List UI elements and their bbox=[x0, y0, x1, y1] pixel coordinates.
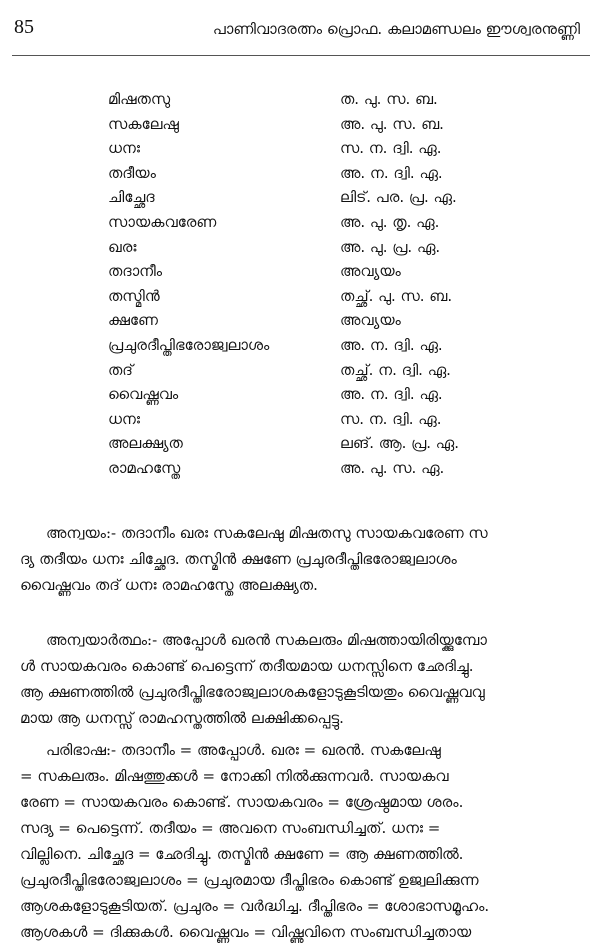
glossary-row bbox=[108, 262, 548, 287]
anvayartham-paragraph bbox=[20, 627, 580, 731]
glossary-word: തദാനീം bbox=[108, 262, 163, 281]
running-title: പാണിവാദരത്നം പ്രൊഫ. കലാമണ്ഡലം ഈശ്വരനുണ്ണി bbox=[212, 20, 580, 38]
grammar-tag: അ. ന. ദ്വി. ഏ. bbox=[340, 163, 443, 182]
paragraph-line: ദ്യ തദീയം ധനഃ ചിച്ഛേദ. തസ്മിൻ ക്ഷണേ പ്രചുരദീപ്തിഭരോജ്വലാശം bbox=[20, 550, 457, 568]
paragraph-line: = സകലരും. മിഷത്തുക്കൾ = നോക്കി നിൽക്കുന്നവർ. സായകവ bbox=[20, 767, 449, 785]
paragraph-line: പ്രചുരദീപ്തിഭരോജ്വലാശം = പ്രചുരമായ ദീപ്തിഭരം കൊണ്ട് ഉജ്വലിക്കുന്ന bbox=[20, 871, 479, 889]
glossary-word: രാമഹസ്തേ bbox=[108, 458, 181, 477]
glossary-word: ഖരഃ bbox=[108, 237, 137, 256]
paragraph-line: അന്വയം:- തദാനീം ഖരഃ സകലേഷു മിഷതസു സായകവരേണ സ bbox=[46, 524, 488, 542]
glossary-row bbox=[108, 336, 548, 361]
grammar-tag: അ. പു. സ. ഏ. bbox=[340, 458, 445, 477]
glossary-row bbox=[108, 385, 548, 410]
glossary-word: തദീയം bbox=[108, 163, 156, 182]
glossary-row bbox=[108, 410, 548, 435]
grammar-tag: അ. പു. തൃ. ഏ. bbox=[340, 212, 440, 231]
glossary-word: ക്ഷണേ bbox=[108, 311, 158, 330]
glossary-row bbox=[108, 434, 548, 459]
grammar-tag: അവ്യയം bbox=[340, 311, 401, 330]
grammar-tag: ലിട്. പര. പ്ര. ഏ. bbox=[340, 188, 457, 207]
glossary-word: മിഷതസു bbox=[108, 90, 171, 108]
glossary-word: ധനഃ bbox=[108, 139, 140, 158]
glossary-word: സായകവരേണ bbox=[108, 212, 217, 231]
glossary-row bbox=[108, 459, 548, 484]
glossary-word: തസ്മിൻ bbox=[108, 286, 160, 305]
glossary-table bbox=[108, 90, 548, 484]
grammar-tag: അ. പു. സ. ബ. bbox=[340, 114, 444, 133]
glossary-word: സകലേഷു bbox=[108, 114, 179, 133]
glossary-word: ധനഃ bbox=[108, 409, 140, 428]
grammar-tag: തച്ഛ്. പു. സ. ബ. bbox=[340, 286, 453, 305]
anvayam-paragraph bbox=[20, 520, 580, 598]
glossary-row bbox=[108, 213, 548, 238]
glossary-word: തദ് bbox=[108, 360, 133, 379]
paragraph-line: മായ ആ ധനസ്സ് രാമഹസ്തത്തിൽ ലക്ഷിക്കപ്പെട്ടു. bbox=[20, 709, 344, 727]
glossary-row bbox=[108, 361, 548, 386]
paribhasha-paragraph bbox=[20, 737, 580, 945]
glossary-row bbox=[108, 90, 548, 115]
glossary-word: ചിച്ഛേദ bbox=[108, 188, 155, 207]
glossary-word: പ്രചുരദീപ്തിഭരോജ്വലാശം bbox=[108, 335, 270, 354]
glossary-row bbox=[108, 164, 548, 189]
paragraph-line: രേണ = സായകവരം കൊണ്ട്. സായകവരം = ശ്രേഷ്ഠമായ ശരം. bbox=[20, 793, 464, 811]
grammar-tag: സ. ന. ദ്വി. ഏ. bbox=[340, 409, 442, 428]
glossary-row bbox=[108, 188, 548, 213]
glossary-row bbox=[108, 139, 548, 164]
paragraph-line: ൾ സായകവരം കൊണ്ട് പെട്ടെന്ന് തദീയമായ ധനസ്സിനെ ഛേദിച്ചു. bbox=[20, 657, 474, 675]
glossary-row bbox=[108, 311, 548, 336]
grammar-tag: അ. ന. ദ്വി. ഏ. bbox=[340, 385, 443, 404]
page-number: 85 bbox=[14, 16, 34, 38]
header-rule bbox=[12, 55, 590, 56]
grammar-tag: ത. പു. സ. ബ. bbox=[340, 90, 438, 108]
paragraph-line: ആശകളോടുകൂടിയത്. പ്രചുരം = വർദ്ധിച്ച. ദീപ്തിഭരം = ശോഭാസമൂഹം. bbox=[20, 897, 490, 915]
grammar-tag: തച്ഛ്. ന. ദ്വി. ഏ. bbox=[340, 360, 451, 379]
grammar-tag: അ. പു. പ്ര. ഏ. bbox=[340, 237, 441, 256]
glossary-row bbox=[108, 238, 548, 263]
paragraph-line: പരിഭാഷ:- തദാനീം = അപ്പോൾ. ഖരഃ = ഖരൻ. സകലേഷു bbox=[46, 741, 441, 759]
glossary-row bbox=[108, 287, 548, 312]
paragraph-line: വൈഷ്ണവം തദ് ധനഃ രാമഹസ്തേ അലക്ഷ്യത. bbox=[20, 576, 318, 594]
paragraph-line: ആശകൾ = ദിക്കുകൾ. വൈഷ്ണവം = വിഷ്ണുവിനെ സംബന്ധിച്ചതായ bbox=[20, 923, 472, 941]
paragraph-line: വില്ലിനെ. ചിച്ഛേദ = ഛേദിച്ചു. തസ്മിൻ ക്ഷണേ = ആ ക്ഷണത്തിൽ. bbox=[20, 845, 464, 863]
paragraph-line: അന്വയാർത്ഥം:- അപ്പോൾ ഖരൻ സകലരും മിഷത്തായിരിയ്ക്കുമ്പോ bbox=[46, 631, 487, 649]
glossary-row bbox=[108, 115, 548, 140]
grammar-tag: ലങ്. ആ. പ്ര. ഏ. bbox=[340, 434, 459, 453]
grammar-tag: അ. ന. ദ്വി. ഏ. bbox=[340, 335, 443, 354]
page-header bbox=[0, 0, 600, 60]
grammar-tag: സ. ന. ദ്വി. ഏ. bbox=[340, 139, 442, 158]
glossary-word: അലക്ഷ്യത bbox=[108, 434, 183, 453]
grammar-tag: അവ്യയം bbox=[340, 262, 401, 281]
paragraph-line: ആ ക്ഷണത്തിൽ പ്രചുരദീപ്തിഭരോജ്വലാശകളോടുകൂടിയതും വൈഷ്ണവവു bbox=[20, 683, 485, 701]
paragraph-line: സദ്യ = പെട്ടെന്ന്. തദീയം = അവനെ സംബന്ധിച്ചത്. ധനഃ = bbox=[20, 819, 441, 837]
glossary-word: വൈഷ്ണവം bbox=[108, 385, 179, 404]
